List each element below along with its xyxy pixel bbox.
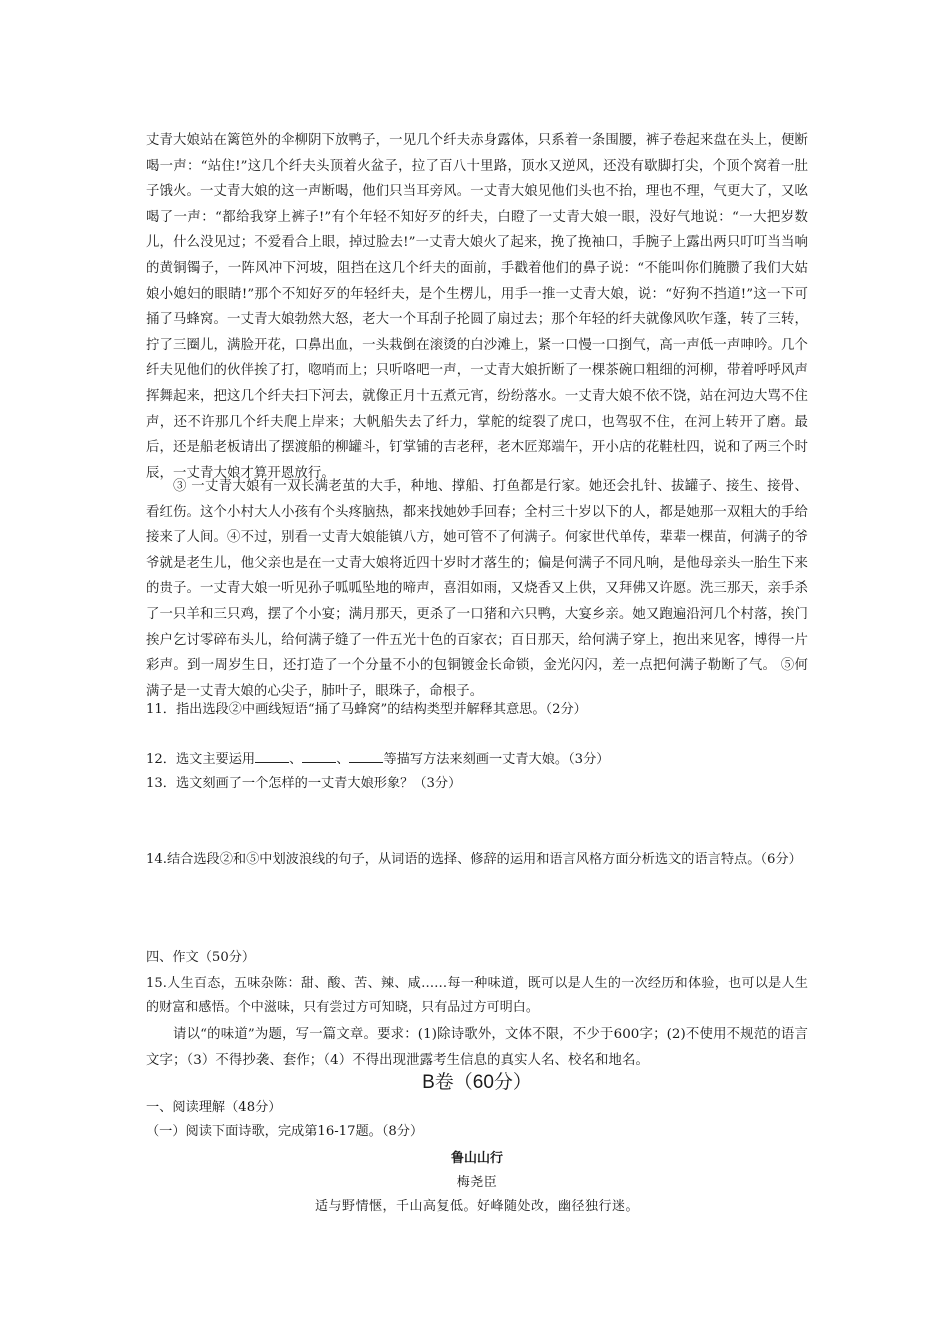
question-12-separator: 、 [289,752,303,767]
question-15-intro: 15.人生百态，五味杂陈：甜、酸、苦、辣、咸……每一种味道，既可以是人生的一次经历和体验，也可以是人生的财富和感悟。个中滋味，只有尝过方可知晓，只有品过方可明白。 [146,976,808,1015]
part-b-title: B卷（60分） [422,1072,532,1093]
question-15-task: 请以“的味道”为题，写一篇文章。要求：(1)除诗歌外，文体不限，不少于600字；(2)不使用不规范的语言文字；（3）不得抄袭、套作；（4）不得出现泄露考生信息的真实人名、校名和地名。 [146,1027,808,1068]
answer-blank-3[interactable] [349,748,383,763]
question-12-prefix: 12．选文主要运用 [146,752,256,767]
question-14: 14.结合选段②和⑤中划波浪线的句子，从词语的选择、修辞的运用和语言风格方面分析选文的语言特点。（6分） [146,852,802,867]
part-b-subsection-1: （一）阅读下面诗歌，完成第16-17题。（8分） [146,1124,424,1139]
question-12 [146,748,808,772]
question-13: 13．选文刻画了一个怎样的一丈青大娘形象？（3分） [146,776,462,791]
answer-blank-2[interactable] [302,748,336,763]
poem-line: 适与野情惬，千山高复低。好峰随处改，幽径独行迷。 [314,1199,639,1214]
part-b-section-1: 一、阅读理解（48分） [146,1100,282,1115]
passage-paragraph-2: 丈青大娘站在篱笆外的伞柳阴下放鸭子，一见几个纤夫赤身露体，只系着一条围腰，裤子卷起来盘在头上，便断喝一声：“站住!”这几个纤夫头顶着火盆子，拉了百八十里路，顶水又逆风，还没有歇脚打尖，个顶个窝着一肚子饿火。一丈青大娘的这一声断喝，他们只当耳旁风。一丈青大娘见他们头也不抬，理也不理，气更大了，又吆喝了一声：“都给我穿上裤子!”有个年轻不知好歹的纤夫，白瞪了一丈青大娘一眼，没好气地说：“一大把岁数儿，什么没见过；不爱看合上眼，掉过脸去!”一丈青大娘火了起来，挽了挽袖口，手腕子上露出两只叮叮当当响的黄铜镯子，一阵风冲下河坡，阻挡在这几个纤夫的面前，手戳着他们的鼻子说：“不能叫你们腌臜了我们大姑娘小媳妇的眼睛!”那个不知好歹的年轻纤夫，是个生楞儿，用手一推一丈青大娘，说：“好狗不挡道!”这一下可捅了马蜂窝。一丈青大娘勃然大怒，老大一个耳刮子抡圆了扇过去；那个年轻的纤夫就像风吹乍蓬，转了三转，拧了三圈儿，满脸开花，口鼻出血，一头栽倒在滚烫的白沙滩上，紧一口慢一口捯气，高一声低一声呻吟。几个纤夫见他们的伙伴挨了打，唿哨而上；只听咯吧一声，一丈青大娘折断了一棵茶碗口粗细的河柳，带着呼呼风声挥舞起来，把这几个纤夫扫下河去，就像正月十五煮元宵，纷纷落水。一丈青大娘不依不饶，站在河边大骂不住声，还不许那几个纤夫爬上岸来；大帆船失去了纤力，掌舵的绽裂了虎口，也驾驭不住，在河上转开了磨。最后，还是船老板请出了摆渡船的柳罐斗，钉掌铺的吉老秤，老木匠郑端午，开小店的花鞋杜四，说和了两三个时辰，一丈青大娘才算开恩放行。 [146,133,808,481]
poem-author: 梅尧臣 [456,1175,498,1190]
question-11: 11．指出选段②中画线短语“捅了马蜂窝”的结构类型并解释其意思。（2分） [146,702,587,717]
answer-blank-1[interactable] [255,748,289,763]
section-4-heading: 四、作文（50分） [146,950,256,965]
passage-paragraph-3: ③ 一丈青大娘有一双长满老茧的大手，种地、撑船、打鱼都是行家。她还会扎针、拔罐子、接生、接骨、看红伤。这个小村大人小孩有个头疼脑热，都来找她妙手回春；全村三十岁以下的人，都是她那一双粗大的手给接来了人间。④不过，别看一丈青大娘能镇八方，她可管不了何满子。何家世代单传，辈辈一棵苗，何满子的爷爷就是老生儿，他父亲也是在一丈青大娘将近四十岁时才落生的；偏是何满子不同凡响，是他母亲头一胎生下来的贵子。一丈青大娘一听见孙子呱呱坠地的啼声，喜泪如雨，又烧香又上供，又拜佛又许愿。洗三那天，亲手杀了一只羊和三只鸡，摆了个小宴；满月那天，更杀了一口猪和六只鸭，大宴乡亲。她又跑遍沿河几个村落，挨门挨户乞讨零碎布头儿，给何满子缝了一件五光十色的百家衣；百日那天，给何满子穿上，抱出来见客，博得一片彩声。到一周岁生日，还打造了一个分量不小的包铜镀金长命锁，金光闪闪，差一点把何满子勒断了气。 ⑤何满子是一丈青大娘的心尖子，肺叶子，眼珠子，命根子。 [146,479,808,699]
question-12-suffix: 等描写方法来刻画一丈青大娘。（3分） [383,752,610,767]
poem-title: 鲁山山行 [450,1151,503,1166]
question-12-separator: 、 [336,752,350,767]
